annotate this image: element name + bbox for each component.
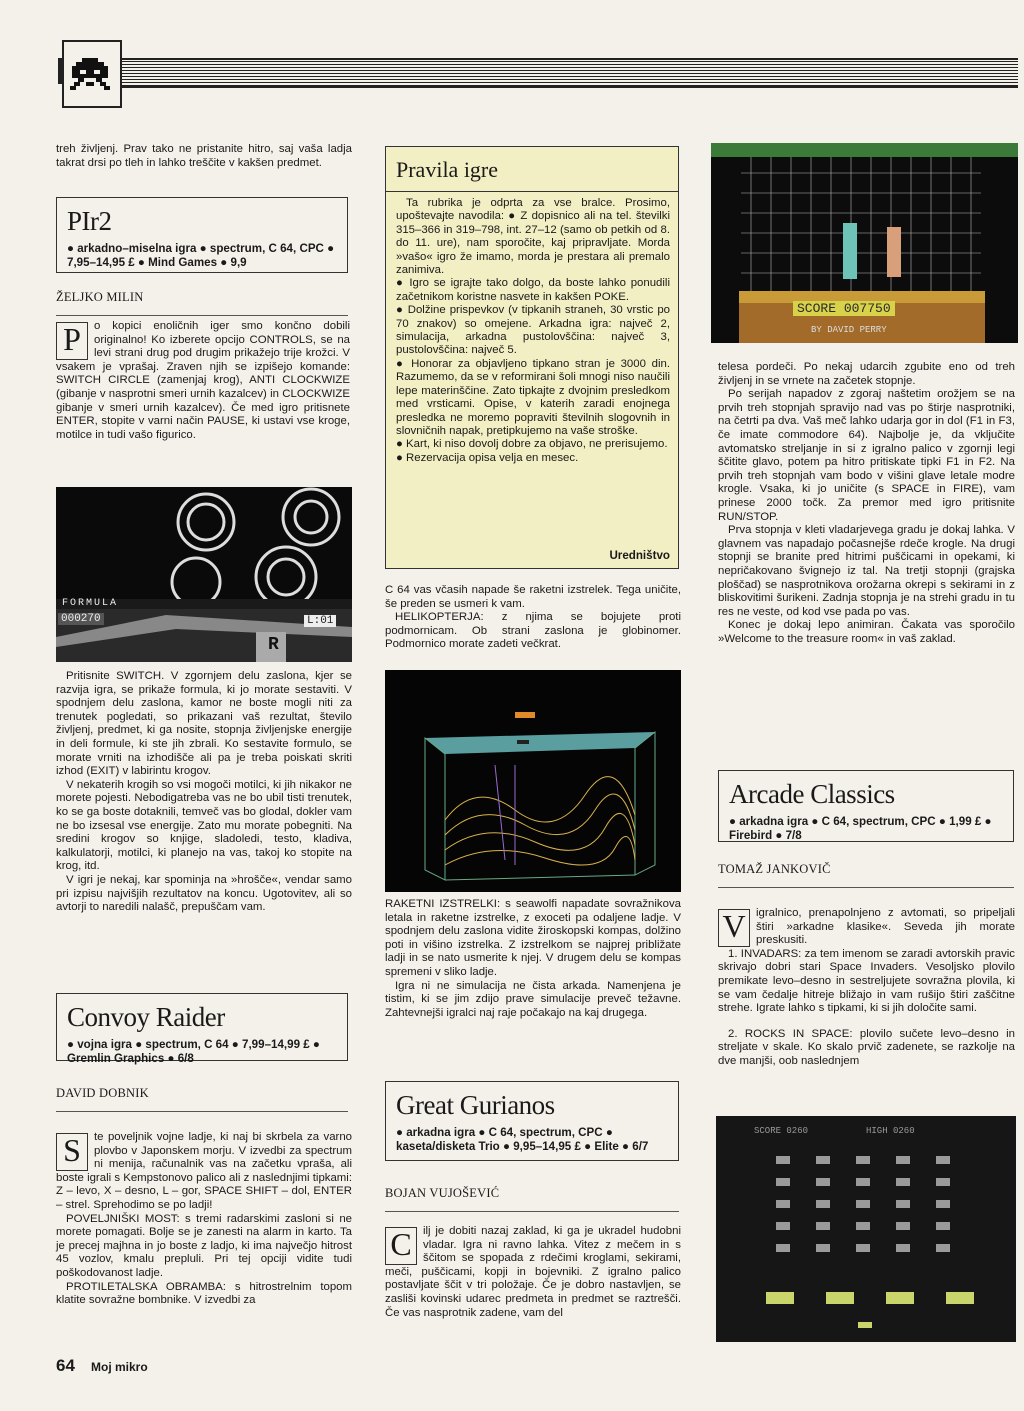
header-band xyxy=(118,58,1018,88)
rules-body: Ta rubrika je odprta za vse bralce. Prosimo, upoštevajte navodila: ● Z dopisnico ali na tel. številki 315–366 in 319–798, int. 27–12 (samo ob petkih od 8. do 11. ure), nam sporočite, kaj pripravljate. Morda »vašo« igro že imamo, morda je prestara ali premalo zanimiva. ● Igro se igrajte tako dolgo, da boste lahko ponudili začetnikom koristne nasvete in kakšen POKE. ● Dolžine prispevkov (v tipkanih straneh, 30 vrstic po 70 znakov) so omejene. Arkadna igra: največ 2, simulacija, arkadna pustolovščina: največ 3, pustolovščina: največ 5. ● Honorar za objavljeno tipkano stran je 3000 din. Razumemo, da se v reformirani šoli mnogi niso naučili lepe materinščine. Zato tipkajte z dvojnim presledkom med vrsticami. Opise, v katerih zaradi enojnega presledka ne moremo popraviti številnih slogovnih in slovničnih napak, pretipkujemo na vaše stroške. ● Kart, ki niso dovolj dobre za objavo, ne prerisujemo. ● Rezervacija opisa velja en mesec. xyxy=(396,197,670,464)
convoy-infobox xyxy=(56,993,348,1065)
gurianos-author: BOJAN VUJOŠEVIĆ xyxy=(385,1186,679,1212)
gurianos-credit: BY DAVID PERRY xyxy=(811,325,887,335)
rules-divider xyxy=(386,191,678,192)
pir2-screenshot-art xyxy=(56,487,352,662)
gurianos-spec: ● arkadna igra ● C 64, spectrum, CPC ● kaseta/disketa Trio ● 9,95–14,95 £ ● Elite ● 6/7 xyxy=(396,1126,649,1153)
gurianos-dropcap: C xyxy=(385,1227,417,1265)
rules-box xyxy=(385,146,679,569)
gurianos-body-2: telesa pordeči. Po nekaj udarcih zgubite eno od treh življenj in se vrnete na začetek stopnje. Po serijah napadov z zgoraj naštetim orožjem se na prvih treh stopnjah spravijo nad vas po štirje nasprotniki, na četrti pa dva. Vaš meč lahko udarja gor in dol (F1 in F3, če imate commodore 64). Najbolje je, da vključite avtomatsko streljanje in si z igralno palico v zgornji legi ščitite glavo, potem pa hitro pritiskate tipki F1 in F2. Na prvih treh stopnjah vam bodo v višini glave letale modre krogle. Vsaka, ki jo uničite (s SPACE in FIRE), vam prinese 2000 točk. Za premor med igro pritisnite RUN/STOP. Prva stopnja v kleti vladarjevega gradu je dokaj lahka. V glavnem vas napadajo počasnejše rdeče krogle. Na drugi stopnji se branite pred hitrimi puščicami in opekami, ki nepričakovano švignejo iz tal. Na tretji stopnji (grajska ploščad) se nasprotnikova orožarna okrepi s sekirami in z bliskovitimi šurikeni. Zadnja stopnja je na strehi gradu in tu res ne veste, od kod vse pada po vas. Konec je dokaj lepo animiran. Čakata vas sporočilo »Welcome to the treasure room« in vaš zaklad. xyxy=(718,361,1015,645)
convoy-title: Convoy Raider xyxy=(67,1002,225,1032)
rules-title: Pravila igre xyxy=(396,157,499,182)
gurianos-title: Great Gurianos xyxy=(396,1090,555,1120)
gurianos-screenshot xyxy=(711,143,1018,343)
convoy-spec: ● vojna igra ● spectrum, C 64 ● 7,99–14,99 £ ● Gremlin Graphics ● 6/8 xyxy=(67,1038,320,1065)
rules-signature: Uredništvo xyxy=(609,549,670,562)
convoy-screenshot xyxy=(385,670,681,892)
intro-text: treh življenj. Prav tako ne pristanite hitro, saj vaša ladja takrat drsi po tleh in lahko treščite v kakšen predmet. xyxy=(56,143,352,169)
arcade-screenshot-art xyxy=(716,1116,1016,1342)
pir2-spec: ● arkadno–miselna igra ● spectrum, C 64, CPC ● 7,95–14,95 £ ● Mind Games ● 9,9 xyxy=(67,242,335,269)
pir2-hud-formula: FORMULA xyxy=(62,598,119,609)
arcade-body: V igralnico, prenapolnjeno z avtomati, so pripeljali štiri »arkadne klasike«. Seveda jih morate preskusiti. 1. INVADARS: za tem imenom se zaradi avtorskih pravic skrivajo dobri stari Space Invaders. Vesoljsko plovilo premikate levo–desno in sestreljujete sovražna plovila, ki se vam čedalje hitreje bližajo in vam rušijo štiri zaščitne strehe. Igrate lahko s tipkami, ki si jih določite sami. 2. ROCKS IN SPACE: plovilo sučete levo–desno in streljate v skale. Ko skalo prvič zadenete, se razkolje na dve manjši, oob naslednjem xyxy=(718,907,1015,1067)
arcade-hud-score: SCORE 0260 xyxy=(754,1126,809,1136)
convoy-continued: C 64 vas včasih napade še raketni izstrelek. Tega uničite, še preden se usmeri k vam. HELIKOPTERJA: z njima se bojujete proti podmornicam. Ob strani zaslona je globinomer. Podmornico morate zadeti večkrat. xyxy=(385,584,681,651)
convoy-screenshot-art xyxy=(385,670,681,892)
gurianos-body: C ilj je dobiti nazaj zaklad, ki ga je ukradel hudobni vladar. Igra ni ravno lahka. Vitez z mečem in s ščitom se spopada z rdečimi kroglami, sekirami, meči, puščicami, kopji in bojevniki. Z igralno palico postavljate ščit v tri položaje. Če je dobro nastavljen, se zasliši kovinski udarec predmeta in predmet se raztrešči. Če vas nasprotnik zadene, vam del xyxy=(385,1225,681,1319)
arcade-spec: ● arkadna igra ● C 64, spectrum, CPC ● 1,99 £ ● Firebird ● 7/8 xyxy=(729,815,992,842)
pir2-body: P o kopici enoličnih iger smo končno dobili originalno! Ko izberete opcijo CONTROLS, se na levi strani drug pod drugim prikažejo trije krožci. V vsakem je vprašaj. Zraven njih se izpišejo komande: SWITCH CIRCLE (zamenjaj krog), ANTI CLOCKWIZE (gibanje v nasprotni smeri urnih kazalcev) in CLOCKWIZE gibanje v smeri urnih kazalcev). Če med igro pritisnete ENTER, stopite v varni način PAUSE, ki ustavi vse kroge, motilce in tudi vašo figurico. xyxy=(56,320,350,441)
arcade-title: Arcade Classics xyxy=(729,779,895,809)
pir2-hud-score: 000270 xyxy=(58,613,104,625)
convoy-body-3: RAKETNI IZSTRELKI: s seawolfi napadate sovražnikova letala in raketne izstrelke, z exoceti pa odaljene ladje. V spodnjem delu zaslona vidite žiroskopski kompas, dolžino poti in višino izstrelka. Z izstrelkom se najprej približate ladji in se nato usmerite k njej. V drugem delu se kompas spremeni v sliko ladje. Igra ni ne simulacija ne čista arkada. Namenjena je tistim, ki se jim zdijo prave simulacije preveč težavne. Zahtevnejši igralci naj raje počakajo na kaj drugega. xyxy=(385,898,681,1019)
pir2-title: PIr2 xyxy=(67,206,112,236)
convoy-body: S te poveljnik vojne ladje, ki naj bi skrbela za varno plovbo v Japonskem morju. V izvedbi za spectrum ni menija, računalnik vas na začetku vpraša, ali boste igrali s Kempstonovo palico ali z naslednjimi tipkami: Z – levo, X – desno, L – gor, SPACE SHIFT – dol, ENTER – strel. Sprehodimo se po ladji! POVELJNIŠKI MOST: s tremi radarskimi zasloni si ne morete pomagati. Bolje se je zanesti na alarm in karto. Ta je precej majhna in jo boste z ladjo, ki ima največjo hitrost 45 vozlov, kmalu prepluli. Pri tej opciji vidite tudi poškodovanost ladje. PROTILETALSKA OBRAMBA: s hitrostrelnim topom klatite sovražne bombnike. V izvedbi za xyxy=(56,1131,352,1307)
arcade-author: TOMAŽ JANKOVIČ xyxy=(718,862,1014,888)
pir2-hud-letter: R xyxy=(268,635,279,655)
magazine-name: Moj mikro xyxy=(91,1360,148,1374)
convoy-dropcap: S xyxy=(56,1133,88,1171)
pir2-dropcap: P xyxy=(56,322,88,360)
section-logo xyxy=(62,40,122,108)
pir2-author: ŽELJKO MILIN xyxy=(56,290,348,316)
arcade-screenshot xyxy=(716,1116,1016,1342)
arcade-infobox xyxy=(718,770,1014,842)
arcade-dropcap: V xyxy=(718,909,750,947)
pir2-hud-lives: L:01 xyxy=(304,615,336,627)
page-number: 64 xyxy=(56,1356,75,1375)
gurianos-infobox xyxy=(385,1081,679,1161)
convoy-author: DAVID DOBNIK xyxy=(56,1086,348,1112)
pir2-screenshot xyxy=(56,487,352,662)
gurianos-score: SCORE 007750 xyxy=(793,301,895,316)
arcade-hud-high: HIGH 0260 xyxy=(866,1126,915,1136)
pir2-body-2: Pritisnite SWITCH. V zgornjem delu zaslona, kjer se razvija igra, se prikaže formula, ki jo morate sestaviti. V spodnjem delu zaslona, kamor ne boste mogli niti za trenutek pogledati, so prikazani vaš rezultat, število življenj, predmet, ki ga nosite, stopnja življenjske energije in deli formule, ki ste jih zbrali. Ko sestavite formulo, se morate vrniti na izhodišče ali pa je treba poiskati skriti izhod (EXIT) v labirintu krogov. V nekaterih krogih so vsi mogoči motilci, ki jih nikakor ne morete pojesti. Nebodigatreba vas ne bo ubil tisti trenutek, ko se ga boste dotaknili, temveč vas bo glodal, dokler vam ne bo izsesal vse energije. Zato mu morate pobegniti. Na sredini krogov so knjige, sladoledi, testo, kladiva, kalkulatorji, motilci, ki planejo na vas, takoj ko stopite na krog, itd. V igri je nekaj, kar spominja na »hrošče«, vendar samo pri izpisu najvišjih rezultatov na koncu. Ugotovitev, ali so avtorji to naredili nalašč, prepuščam vam. xyxy=(56,670,352,914)
pir2-infobox xyxy=(56,197,348,273)
space-invader-icon xyxy=(64,42,116,102)
